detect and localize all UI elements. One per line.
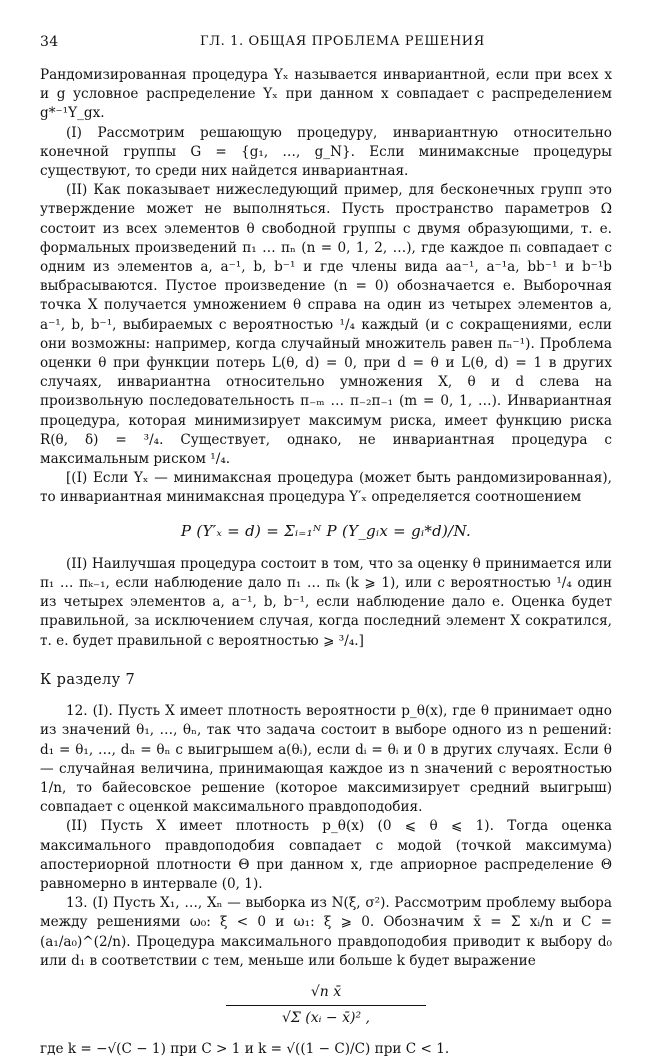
page-body xyxy=(40,66,612,1060)
paragraph-best-procedure: (II) Наилучшая процедура состоит в том, что за оценку θ принимается или π₁ … πₖ₋₁, если наблюдение дало π₁ … πₖ (k ⩾ 1), или с вероятностью ¹/₄ один из четырех элементов a, a⁻¹, b, b⁻¹, если наблюдение дало e. Оценка будет правильной, за исключением случая, когда последний элемент X сократился, т. е. будет правильной с вероятностью ⩾ ³/₄.] xyxy=(40,555,612,649)
fraction-numerator: √n x̄ xyxy=(226,983,426,1006)
section-title: К разделу 7 xyxy=(40,671,136,688)
paragraph-minimax-solution: [(I) Если Yₓ — минимаксная процедура (может быть рандомизированная), то инвариантная минимаксная процедура Y′ₓ определяется соотношением xyxy=(40,470,612,506)
paragraph-problem-12-i: 12. (I). Пусть X имеет плотность вероятности p_θ(x), где θ принимает одно из значений θ₁, …, θₙ, так что задача состоит в выборе одного из n решений: d₁ = θ₁, …, dₙ = θₙ с выигрышем a(θᵢ), если dᵢ = θᵢ и 0 в других случаях. Если θ — случайная величина, принимающая каждое из n значений с вероятностью 1/n, то байесовское решение (которое максимизирует средний выигрыш) совпадает с оценкой максимального правдоподобия. xyxy=(40,703,612,816)
paragraph-finite-group: (I) Рассмотрим решающую процедуру, инвариантную относительно конечной группы G = {g₁, …, g_N}. Если минимаксные процедуры существуют, то среди них найдется инвариантная. xyxy=(40,124,612,180)
page-number: 34 xyxy=(40,34,59,50)
paragraph-k-definition: где k = −√(C − 1) при C > 1 и k = √((1 − C)/C) при C < 1. xyxy=(40,1041,450,1058)
page-header xyxy=(40,28,612,54)
paragraph-invariant-definition: Рандомизированная процедура Yₓ называется инвариантной, если при всех x и g условное распределение Yₓ при данном x совпадает с распределением g*⁻¹Y_gx. xyxy=(40,67,612,122)
paragraph-problem-13: 13. (I) Пусть X₁, …, Xₙ — выборка из N(ξ, σ²). Рассмотрим проблему выбора между решениями ω₀: ξ < 0 и ω₁: ξ ⩾ 0. Обозначим x̄ = Σ xᵢ/n и C = (a₁/a₀)^(2/n). Процедура максимального правдоподобия приводит к выбору d₀ или d₁ в соответствии с тем, меньше или больше k будет выражение xyxy=(40,895,612,969)
paragraph-problem-12-ii: (II) Пусть X имеет плотность p_θ(x) (0 ⩽ θ ⩽ 1). Тогда оценка максимального правдоподобия совпадает с модой (точкой максимума) апостериорной плотности Θ при данном x, где априорное распределение Θ равномерно в интервале (0, 1). xyxy=(40,818,612,892)
paragraph-infinite-group-example: (II) Как показывает нижеследующий пример, для бесконечных групп это утверждение может не выполняться. Пусть пространство параметров Ω состоит из всех элементов θ свободной группы с двумя образующими, т. е. формальных произведений π₁ … πₙ (n = 0, 1, 2, …), где каждое πᵢ совпадает с одним из элементов a, a⁻¹, b, b⁻¹ и где члены вида aa⁻¹, a⁻¹a, bb⁻¹ и b⁻¹b выбрасываются. Пустое произведение (n = 0) обозначается e. Выборочная точка X получается умножением θ справа на один из четырех элементов a, a⁻¹, b, b⁻¹, выбираемых с вероятностью ¹/₄ каждый (и с сокращениями, если они возможны: например, когда случайный множитель равен πₙ⁻¹). Проблема оценки θ при функции потерь L(θ, d) = 0, при d = θ и L(θ, d) = 1 в других случаях, инвариантна относительно умножения X, θ и d слева на произвольную последовательность π₋ₘ … π₋₂π₋₁ (m = 0, 1, …). Инвариантная процедура, которая минимизирует максимум риска, имеет функцию риска R(θ, δ) = ³/₄. Существует, однако, не инвариантная процедура с максимальным риском ¹/₄. xyxy=(40,182,612,468)
formula-invariant-procedure: P (Y′ₓ = d) = Σᵢ₌₁ᴺ P (Y_gᵢx = gᵢ*d)/N. xyxy=(180,521,472,540)
running-title: ГЛ. 1. ОБЩАЯ ПРОБЛЕМА РЕШЕНИЯ xyxy=(200,34,485,49)
fraction-denominator: √Σ (xᵢ − x̄)² , xyxy=(282,1010,370,1027)
fraction-expression xyxy=(226,983,426,1028)
page xyxy=(40,28,612,1060)
